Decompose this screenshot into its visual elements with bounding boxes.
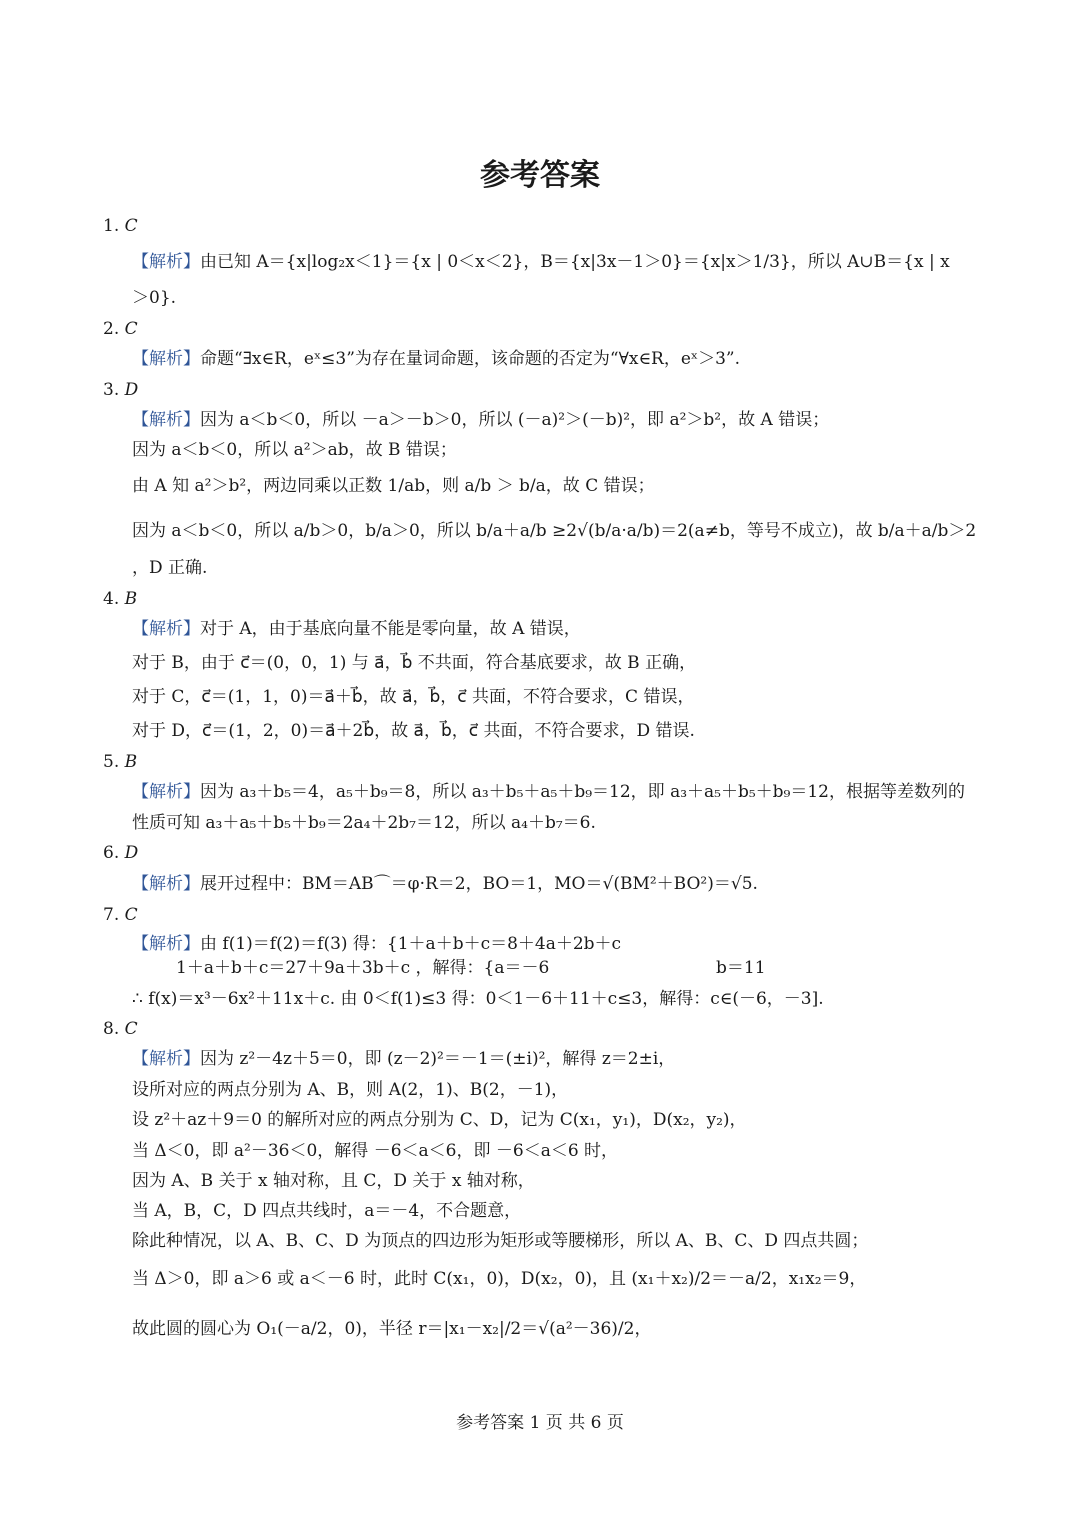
question-2-answer: C (124, 319, 138, 339)
question-6-analysis-line: 【解析】展开过程中：BM＝AB⌒＝φ·R＝2，BO＝1，MO＝√(BM²＋BO²)＝√5. (132, 874, 758, 894)
question-4-answer: B (124, 589, 138, 609)
question-8-number: 8. C (103, 1019, 138, 1039)
question-3-analysis-line: 由 A 知 a²＞b²，两边同乘以正数 1/ab，则 a/b ＞ b/a，故 C 错误； (132, 476, 655, 496)
question-1-number: 1. C (103, 216, 138, 236)
question-5-analysis-line: 性质可知 a₃＋a₅＋b₅＋b₉＝2a₄＋2b₇＝12，所以 a₄＋b₇＝6. (132, 813, 596, 833)
question-3-answer: D (124, 380, 139, 400)
question-8-analysis-line: 当 A，B，C，D 四点共线时，a＝－4，不合题意， (132, 1201, 522, 1221)
question-8-analysis-line: 设 z²＋az＋9＝0 的解所对应的两点分别为 C、D，记为 C(x₁，y₁)，D(x₂，y₂)， (132, 1110, 747, 1130)
question-3-analysis-line: 因为 a＜b＜0，所以 a/b＞0，b/a＞0，所以 b/a＋a/b ≥2√(b/a·a/b)＝2(a≠b，等号不成立)，故 b/a＋a/b＞2 (132, 521, 977, 541)
question-8-analysis-line: 故此圆的圆心为 O₁(－a/2，0)，半径 r＝|x₁－x₂|/2＝√(a²－36)/2， (132, 1319, 652, 1339)
question-8-analysis-line: 除此种情况，以 A、B、C、D 为顶点的四边形为矩形或等腰梯形，所以 A、B、C、D 四点共圆； (132, 1231, 869, 1251)
question-7-analysis-line: 1＋a＋b＋c＝27＋9a＋3b＋c ，解得：{a＝－6 (176, 958, 550, 978)
question-1-analysis-line: 【解析】由已知 A＝{x|log₂x＜1}＝{x | 0＜x＜2}，B＝{x|3x－1＞0}＝{x|x＞1/3}，所以 A∪B＝{x | x (132, 252, 950, 272)
question-3-analysis-line: ，D 正确. (132, 558, 208, 578)
analysis-tag: 【解析】 (132, 874, 200, 894)
question-7-analysis-line: ∴ f(x)＝x³－6x²＋11x＋c. 由 0＜f(1)≤3 得：0＜1－6＋11＋c≤3，解得：c∈(－6，－3]. (132, 989, 824, 1009)
question-1-analysis-line: ＞0}. (132, 288, 177, 308)
question-5-number: 5. B (103, 752, 138, 772)
question-4-analysis-line: 对于 C，c⃗＝(1，1，0)＝a⃗＋b⃗，故 a⃗，b⃗，c⃗ 共面，不符合要求，C 错误， (132, 687, 695, 707)
page-title: 参考答案 (480, 158, 600, 193)
question-7-analysis-line: 【解析】由 f(1)＝f(2)＝f(3) 得：{1＋a＋b＋c＝8＋4a＋2b＋c (132, 934, 622, 954)
analysis-tag: 【解析】 (132, 252, 200, 272)
question-7-number: 7. C (103, 905, 138, 925)
question-3-analysis-line: 【解析】因为 a＜b＜0，所以 －a＞－b＞0，所以 (－a)²＞(－b)²，即 a²＞b²，故 A 错误； (132, 410, 830, 430)
question-1-answer: C (124, 216, 138, 236)
analysis-tag: 【解析】 (132, 934, 200, 954)
analysis-tag: 【解析】 (132, 349, 200, 369)
question-2-analysis-line: 【解析】命题“∃x∈R，eˣ≤3”为存在量词命题，该命题的否定为“∀x∈R，eˣ＞3”. (132, 349, 740, 369)
analysis-tag: 【解析】 (132, 1049, 200, 1069)
question-2-number: 2. C (103, 319, 138, 339)
question-5-answer: B (124, 752, 138, 772)
analysis-tag: 【解析】 (132, 782, 200, 802)
question-3-analysis-line: 因为 a＜b＜0，所以 a²＞ab，故 B 错误； (132, 440, 457, 460)
question-8-analysis-line: 当 Δ＞0，即 a＞6 或 a＜－6 时，此时 C(x₁，0)，D(x₂，0)，且 (x₁＋x₂)/2＝－a/2，x₁x₂＝9， (132, 1269, 867, 1289)
question-8-analysis-line: 设所对应的两点分别为 A、B，则 A(2，1)、B(2，－1)， (132, 1080, 569, 1100)
question-4-number: 4. B (103, 589, 138, 609)
question-3-number: 3. D (103, 380, 139, 400)
analysis-tag: 【解析】 (132, 619, 200, 639)
analysis-tag: 【解析】 (132, 410, 200, 430)
question-6-number: 6. D (103, 843, 139, 863)
question-8-analysis-line: 【解析】因为 z²－4z＋5＝0，即 (z－2)²＝－1＝(±i)²，解得 z＝2±i， (132, 1049, 676, 1069)
question-4-analysis-line: 【解析】对于 A，由于基底向量不能是零向量，故 A 错误， (132, 619, 581, 639)
question-8-answer: C (124, 1019, 138, 1039)
question-4-analysis-line: 对于 B，由于 c⃗＝(0，0，1) 与 a⃗，b⃗ 不共面，符合基底要求，故 B 正确， (132, 653, 697, 673)
question-8-analysis-line: 当 Δ＜0，即 a²－36＜0，解得 －6＜a＜6，即 －6＜a＜6 时， (132, 1141, 619, 1161)
question-4-analysis-line: 对于 D，c⃗＝(1，2，0)＝a⃗＋2b⃗，故 a⃗，b⃗，c⃗ 共面，不符合要求，D 错误. (132, 721, 695, 741)
question-5-analysis-line: 【解析】因为 a₃＋b₅＝4，a₅＋b₉＝8，所以 a₃＋b₅＋a₅＋b₉＝12，即 a₃＋a₅＋b₅＋b₉＝12，根据等差数列的 (132, 782, 965, 802)
question-7-analysis-line: b＝11 (716, 958, 766, 978)
page-footer: 参考答案 1 页 共 6 页 (456, 1413, 624, 1433)
question-7-answer: C (124, 905, 138, 925)
question-8-analysis-line: 因为 A、B 关于 x 轴对称，且 C，D 关于 x 轴对称， (132, 1171, 535, 1191)
question-6-answer: D (124, 843, 139, 863)
